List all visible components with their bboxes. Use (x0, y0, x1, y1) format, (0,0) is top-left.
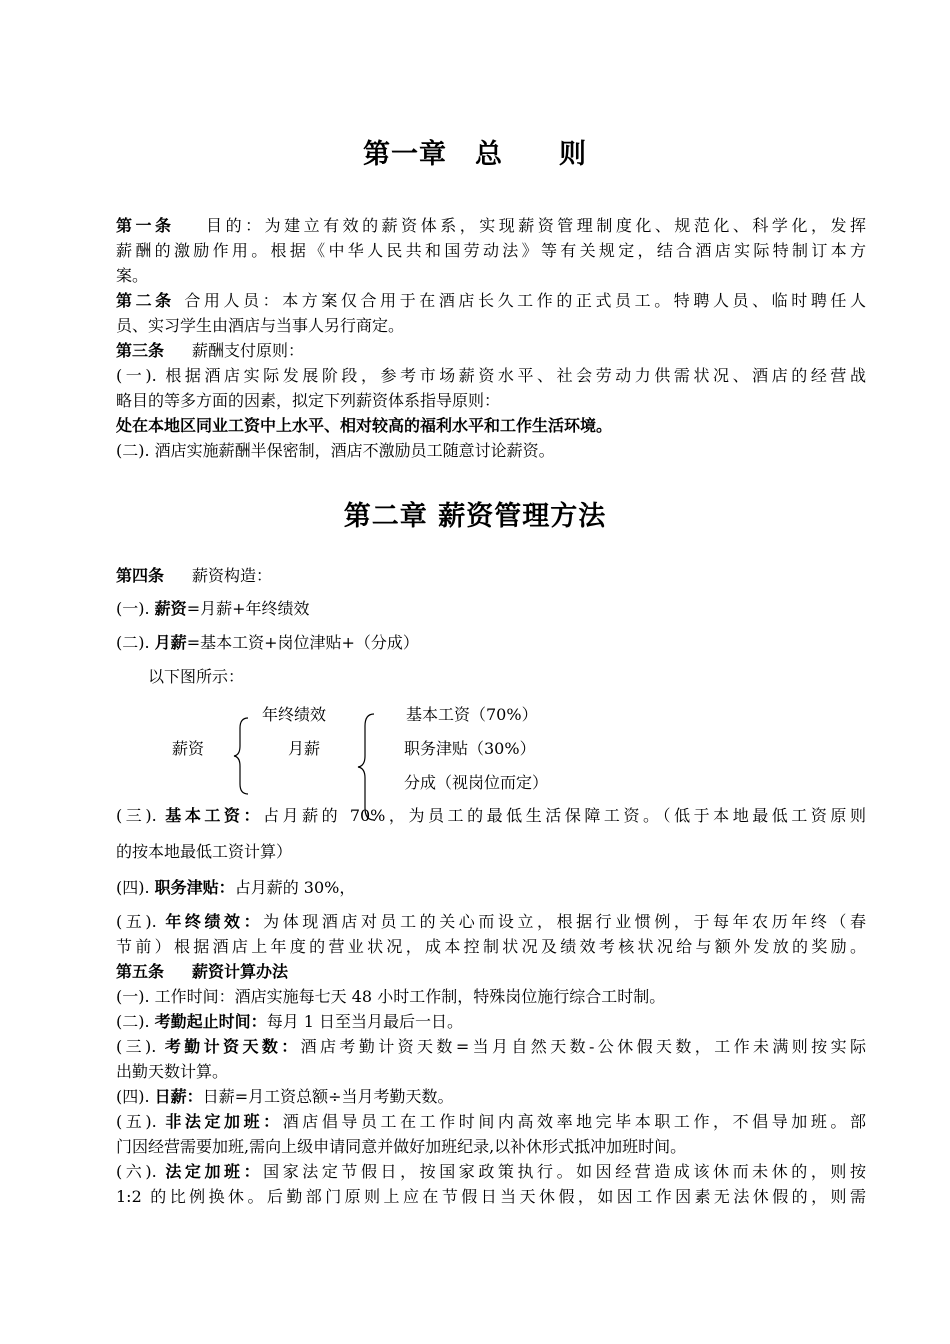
article-4-item-4 (116, 876, 866, 900)
article-5-item-6-line-2: 1:2 的比例换休。后勤部门原则上应在节假日当天休假，如因工作因素无法休假的，则需 (116, 1187, 866, 1206)
article-5-item-4 (116, 1085, 866, 1109)
article-5-item-3-line-1 (116, 1035, 866, 1059)
diagram-year-end-bonus: 年终绩效 (262, 705, 327, 724)
article-1-line-3: 案。 (116, 266, 149, 285)
item-prefix: (三). (116, 1037, 165, 1056)
article-5-item-5-line-1 (116, 1110, 866, 1134)
item-bold-term: 基本工资： (165, 806, 264, 825)
item-bold-term: 非法定加班： (165, 1112, 283, 1131)
article-5-item-1: (一). 工作时间：酒店实施每七天 48 小时工作制，特殊岗位施行综合工时制。 (116, 987, 666, 1006)
item-bold-term: 月薪 (154, 633, 187, 652)
article-5-item-6-line-1 (116, 1160, 866, 1184)
article-4-item-3-line-2: 的按本地最低工资计算） (116, 842, 293, 861)
article-5-item-2 (116, 1010, 866, 1034)
article-3-item-1-line-1: (一). 根据酒店实际发展阶段，参考市场薪资水平、社会劳动力供需状况、酒店的经营战 (116, 366, 866, 385)
article-2-line-2: 员、实习学生由酒店与当事人另行商定。 (116, 316, 405, 335)
item-prefix: (五). (116, 1112, 166, 1131)
item-text: 占月薪的 70%，为员工的最低生活保障工资。（低于本地最低工资原则 (263, 806, 866, 825)
item-prefix: (五). (116, 912, 166, 931)
article-4-item-1 (116, 597, 866, 621)
chapter-1-title: 第一章 总 则 (363, 139, 587, 170)
diagram-position-allowance: 职务津贴（30%） (404, 739, 536, 758)
item-prefix: (四). (116, 1087, 155, 1106)
item-text: 酒店倡导员工在工作时间内高效率地完毕本职工作，不倡导加班。部 (282, 1112, 866, 1131)
diagram-left-brace (232, 716, 252, 796)
article-4-item-2 (116, 631, 866, 655)
article-1-heading: 第一条 (116, 216, 175, 235)
article-2-line-1 (116, 289, 866, 313)
article-3-heading: 第三条 (116, 341, 165, 360)
article-1-line-1 (116, 214, 866, 238)
article-1-line-2: 薪酬的激励作用。根据《中华人民共和国劳动法》等有关规定，结合酒店实际特制订本方 (116, 241, 866, 260)
item-bold-term: 法定加班： (165, 1162, 264, 1181)
item-text: 每月 1 日至当月最后一日。 (266, 1012, 464, 1031)
diagram-commission: 分成（视岗位而定） (404, 773, 549, 792)
article-5-item-3-line-2: 出勤天数计算。 (116, 1062, 229, 1081)
article-4-heading: 第四条 (116, 566, 165, 585)
item-text: 国家法定节假日，按国家政策执行。如因经营造成该休而未休的，则按 (263, 1162, 866, 1181)
article-3-principle: 处在本地区同业工资中上水平、相对较高的福利水平和工作生活环境。 (116, 416, 613, 435)
article-2-heading: 第二条 (116, 291, 175, 310)
item-prefix: (一). (116, 599, 155, 618)
article-4-item-3-line-1 (116, 804, 866, 828)
article-5-item-5-line-2: 门因经营需要加班,需向上级申请同意并做好加班纪录,以补休形式抵冲加班时间。 (116, 1137, 687, 1156)
item-prefix: (二). (116, 1012, 155, 1031)
item-prefix: (四). (116, 878, 155, 897)
article-3-title: 薪酬支付原则： (192, 341, 305, 360)
diagram-base-pay: 基本工资（70%） (406, 705, 538, 724)
chapter-2-title: 第二章 薪资管理方法 (343, 501, 607, 532)
article-5-heading: 第五条 (116, 962, 165, 981)
item-text: 占月薪的 30%， (234, 878, 356, 897)
item-prefix: (二). (116, 633, 155, 652)
diagram-monthly-salary: 月薪 (288, 739, 321, 758)
figure-intro: 以下图所示： (148, 667, 245, 686)
article-3-item-2: (二). 酒店实施薪酬半保密制，酒店不激励员工随意讨论薪资。 (116, 441, 555, 460)
article-1-text-1: 目的：为建立有效的薪资体系，实现薪资管理制度化、规范化、科学化，发挥 (202, 216, 866, 235)
article-5-line-1 (116, 960, 866, 984)
item-prefix: (六). (116, 1162, 166, 1181)
diagram-root-salary: 薪资 (172, 739, 205, 758)
item-bold-term: 日薪： (154, 1087, 203, 1106)
item-text: =月薪+年终绩效 (186, 599, 310, 618)
article-3-line-1 (116, 339, 866, 363)
item-text: =基本工资+岗位津贴+（分成） (186, 633, 419, 652)
article-2-text-1: 合用人员：本方案仅合用于在酒店长久工作的正式员工。特聘人员、临时聘任人 (180, 291, 866, 310)
article-4-item-5-line-2: 节前）根据酒店上年度的营业状况，成本控制状况及绩效考核状况给与额外发放的奖励。 (116, 937, 866, 956)
item-text: 日薪=月工资总额÷当月考勤天数。 (202, 1087, 454, 1106)
article-4-item-5-line-1 (116, 910, 866, 934)
item-text: 酒店考勤计资天数=当月自然天数-公休假天数，工作未满则按实际 (300, 1037, 866, 1056)
item-bold-term: 职务津贴： (154, 878, 235, 897)
article-4-title: 薪资构造： (192, 566, 273, 585)
article-5-title: 薪资计算办法 (192, 962, 289, 981)
item-bold-term: 考勤起止时间： (154, 1012, 267, 1031)
article-4-line-1 (116, 564, 866, 588)
item-bold-term: 考勤计资天数： (164, 1037, 301, 1056)
item-bold-term: 年终绩效： (165, 912, 264, 931)
item-prefix: (三). (116, 806, 166, 825)
article-3-item-1-line-2: 略目的等多方面的因素，拟定下列薪资体系指导原则： (116, 391, 501, 410)
item-bold-term: 薪资 (154, 599, 187, 618)
item-text: 为体现酒店对员工的关心而设立，根据行业惯例，于每年农历年终（春 (263, 912, 866, 931)
